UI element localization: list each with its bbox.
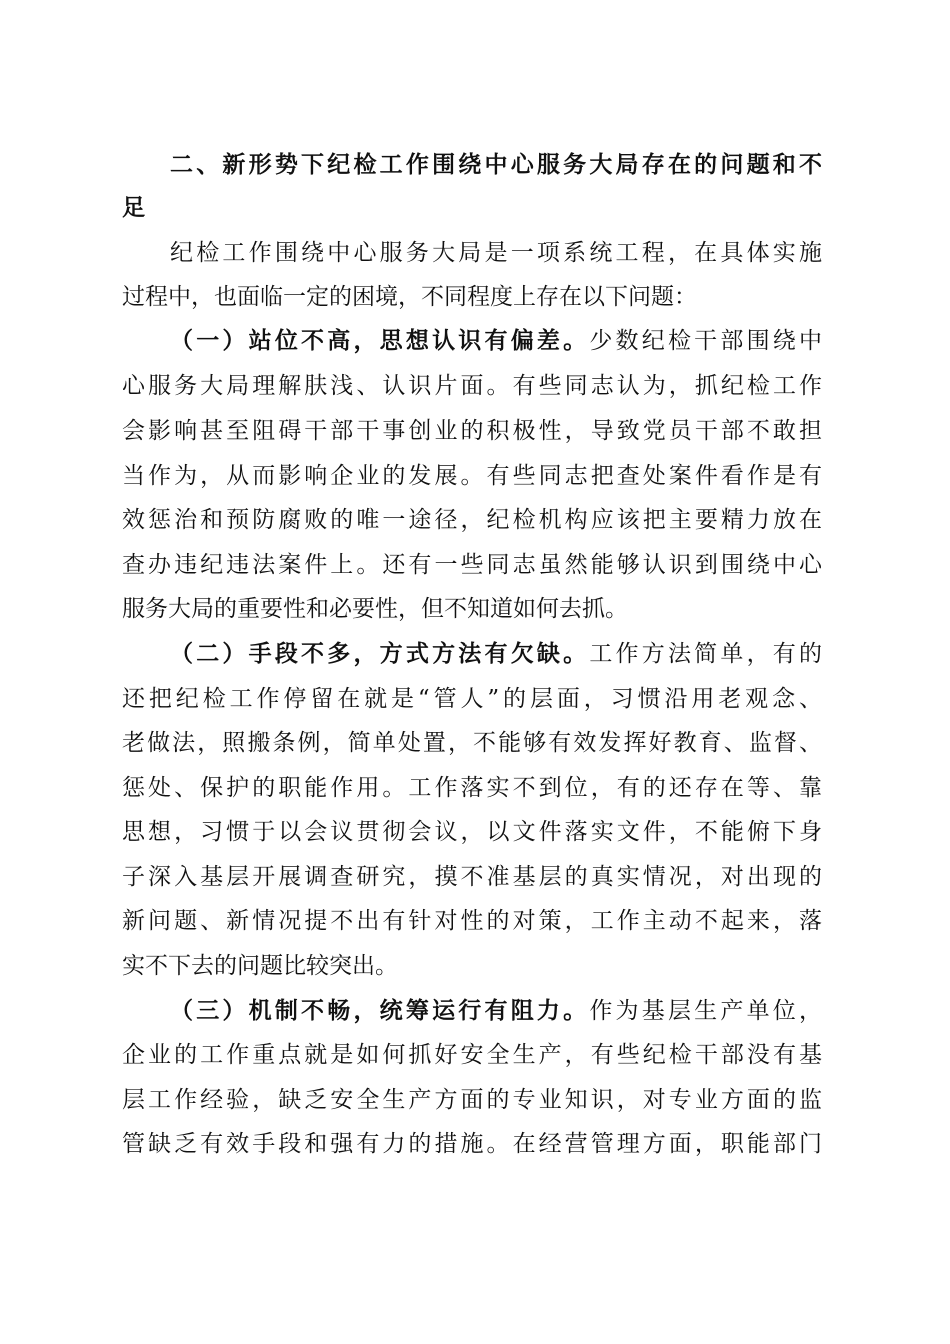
point-1-first-line: [170, 326, 822, 356]
point-1-text: 少数纪检干部围绕中: [589, 328, 823, 354]
section-heading-cont: 足: [122, 195, 145, 221]
point-3-text: 作为基层生产单位，: [589, 998, 823, 1024]
paragraph-line: 心服务大局理解肤浅、认识片面。有些同志认为，抓纪检工作: [122, 373, 822, 399]
paragraph-line: 老做法，照搬条例，简单处置，不能够有效发挥好教育、监督、: [122, 730, 822, 756]
point-2-first-line: [170, 639, 822, 669]
point-3-first-line: [170, 996, 822, 1026]
paragraph-line: 还把纪检工作停留在就是“管人”的层面，习惯沿用老观念、: [122, 686, 822, 712]
point-2-text: 工作方法简单，有的: [589, 641, 823, 667]
point-1-lead: （一）站位不高，思想认识有偏差。: [170, 327, 590, 354]
paragraph-line: 会影响甚至阻碍干部干事创业的积极性，导致党员干部不敢担: [122, 418, 822, 444]
section-heading: 二、新形势下纪检工作围绕中心服务大局存在的问题和不: [170, 152, 822, 178]
paragraph-line: 查办违纪违法案件上。还有一些同志虽然能够认识到围绕中心: [122, 552, 822, 578]
paragraph-line: 惩处、保护的职能作用。工作落实不到位，有的还存在等、靠: [122, 775, 822, 801]
intro-line: 过程中，也面临一定的困境，不同程度上存在以下问题：: [122, 284, 697, 310]
intro-line: 纪检工作围绕中心服务大局是一项系统工程，在具体实施: [170, 240, 822, 266]
paragraph-line: 新问题、新情况提不出有针对性的对策，工作主动不起来，落: [122, 908, 822, 934]
paragraph-line: 实不下去的问题比较突出。: [122, 953, 398, 979]
point-3-lead: （三）机制不畅，统筹运行有阻力。: [170, 997, 590, 1024]
paragraph-line: 服务大局的重要性和必要性，但不知道如何去抓。: [122, 596, 628, 622]
paragraph-line: 子深入基层开展调查研究，摸不准基层的真实情况，对出现的: [122, 864, 822, 890]
paragraph-line: 企业的工作重点就是如何抓好安全生产，有些纪检干部没有基: [122, 1042, 822, 1068]
point-2-lead: （二）手段不多，方式方法有欠缺。: [170, 640, 590, 667]
paragraph-line: 当作为，从而影响企业的发展。有些同志把查处案件看作是有: [122, 463, 822, 489]
paragraph-line: 管缺乏有效手段和强有力的措施。在经营管理方面，职能部门: [122, 1131, 822, 1157]
paragraph-line: 层工作经验，缺乏安全生产方面的专业知识，对专业方面的监: [122, 1087, 822, 1113]
paragraph-line: 效惩治和预防腐败的唯一途径，纪检机构应该把主要精力放在: [122, 507, 822, 533]
paragraph-line: 思想，习惯于以会议贯彻会议，以文件落实文件，不能俯下身: [122, 819, 822, 845]
